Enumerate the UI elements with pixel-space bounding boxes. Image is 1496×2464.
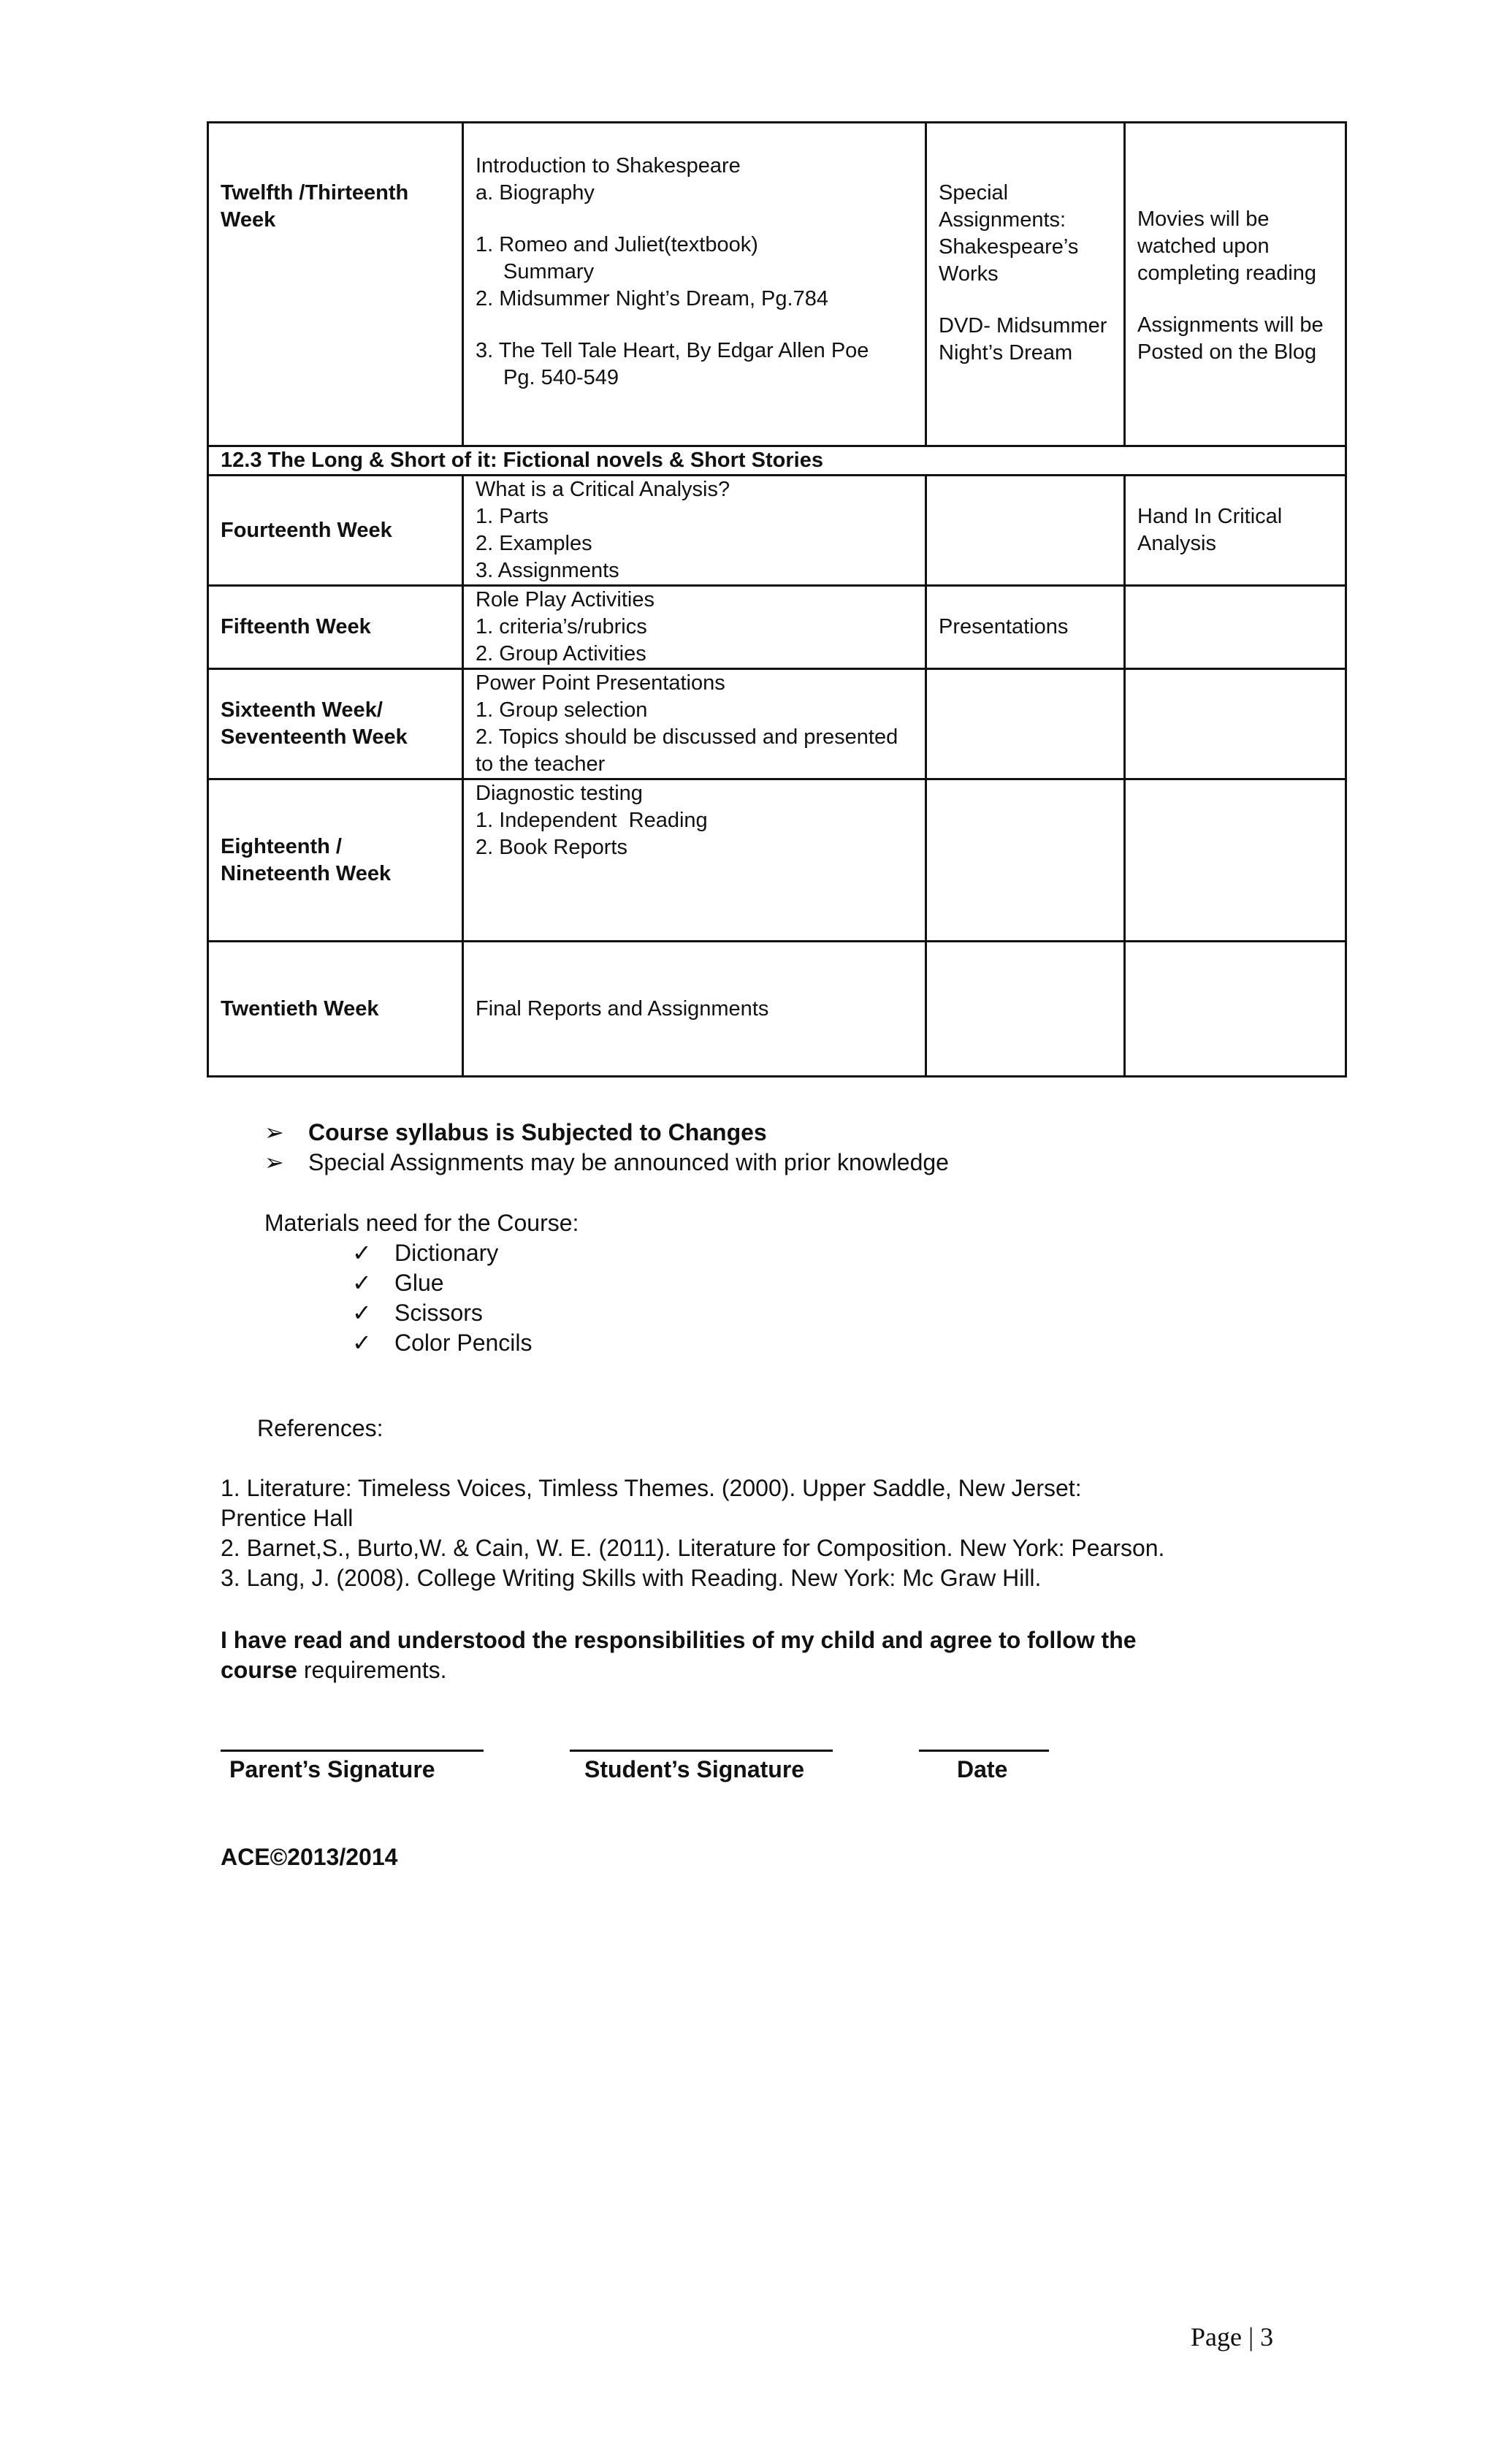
student-signature-line [570,1750,833,1752]
activities-cell [926,779,1125,942]
topics-cell [463,942,926,1077]
references-list [221,1473,1164,1593]
cell-line: Summary [503,260,595,283]
activities-cell [926,669,1125,779]
notes-cell [1125,779,1346,942]
week-cell [208,586,463,669]
cell-line: 1. Independent Reading [476,809,708,832]
cell-line: 1. Group selection [476,698,648,722]
cell-line: Assignments: [939,208,1066,232]
cell-line: 1. Romeo and Juliet(textbook) [476,233,758,256]
cell-line: 2. Group Activities [476,642,646,665]
cell-line: DVD- Midsummer [939,314,1107,337]
arrow-bullet-icon: ➢ [264,1119,284,1145]
materials-heading: Materials need for the Course: [264,1210,579,1236]
checkmark-icon: ✓ [352,1240,372,1266]
bullet-list [264,1118,949,1178]
table-row [208,779,1346,942]
cell-line: watched upon [1137,234,1270,258]
reference-line: 1. Literature: Timeless Voices, Timless Themes. (2000). Upper Saddle, New Jerset: [221,1475,1082,1501]
cell-line: 3. Assignments [476,559,619,582]
list-item: ✓ Scissors [352,1298,579,1328]
activities-cell [926,586,1125,669]
week-cell [208,942,463,1077]
cell-line: Power Point Presentations [476,671,725,695]
checkmark-icon: ✓ [352,1300,372,1326]
cell-line: Presentations [939,615,1069,638]
cell-line: Assignments will be [1137,313,1324,337]
cell-line: Pg. 540-549 [503,366,619,389]
list-item: ✓ Glue [352,1268,579,1298]
cell-line: Hand In Critical [1137,505,1283,528]
week-cell [208,779,463,942]
cell-line: Analysis [1137,532,1216,555]
student-signature-label: Student’s Signature [584,1756,805,1782]
notes-cell [1125,669,1346,779]
topics-cell [463,586,926,669]
cell-line: Diagnostic testing [476,782,643,805]
materials-section [264,1208,579,1358]
cell-line [1137,287,1333,312]
cell-line: Posted on the Blog [1137,340,1317,364]
notes-cell [1125,476,1346,586]
reference-line: 3. Lang, J. (2008). College Writing Skills with Reading. New York: Mc Graw Hill. [221,1565,1042,1591]
cell-line [476,313,913,337]
cell-line: Works [939,262,999,286]
table-row [208,586,1346,669]
cell-line: Special [939,181,1009,205]
checkmark-icon: ✓ [352,1330,372,1356]
cell-line: Introduction to Shakespeare [476,154,741,178]
cell-line: Sixteenth Week/ [221,698,383,722]
list-item: ✓ Dictionary [352,1238,579,1268]
date-line [919,1750,1049,1752]
cell-line: Final Reports and Assignments [476,996,769,1021]
checkmark-icon: ✓ [352,1270,372,1296]
notes-cell [1125,123,1346,446]
cell-line: 2. Midsummer Night’s Dream, Pg.784 [476,287,828,310]
cell-line: Eighteenth / [221,834,342,858]
table-row [208,942,1346,1077]
cell-line: 3. The Tell Tale Heart, By Edgar Allen Poe [476,339,869,362]
topics-cell [463,779,926,942]
cell-line: Fourteenth Week [221,518,392,542]
cell-line: Seventeenth Week [221,725,408,749]
unit-heading: 12.3 The Long & Short of it: Fictional novels & Short Stories [208,446,1346,476]
list-item: ✓ Color Pencils [352,1328,579,1358]
cell-line: What is a Critical Analysis? [476,478,730,501]
cell-line: 2. Book Reports [476,836,627,859]
bullet-item: ➢ Special Assignments may be announced with prior knowledge [264,1148,949,1178]
cell-line: a. Biography [476,181,595,205]
week-cell [208,476,463,586]
cell-line: Week [221,208,276,232]
cell-line [476,207,913,232]
cell-line: completing reading [1137,262,1317,285]
cell-line: Nineteenth Week [221,861,392,885]
reference-line: Prentice Hall [221,1505,354,1531]
cell-line: Shakespeare’s [939,235,1079,259]
cell-line: Twentieth Week [221,996,379,1021]
table-row [208,446,1346,476]
week-cell [208,669,463,779]
table-row [208,123,1346,446]
cell-line [939,288,1112,313]
notes-cell [1125,942,1346,1077]
materials-list [264,1238,579,1358]
cell-line: 2. Topics should be discussed and presented [476,725,898,749]
copyright: ACE©2013/2014 [221,1844,398,1870]
cell-line: Twelfth /Thirteenth [221,181,409,205]
cell-line: to the teacher [476,752,606,776]
topics-cell [463,476,926,586]
activities-cell [926,942,1125,1077]
references-heading: References: [257,1415,383,1441]
cell-line: Night’s Dream [939,341,1073,365]
week-cell [208,123,463,446]
cell-line: 1. criteria’s/rubrics [476,615,647,638]
activities-cell [926,123,1125,446]
cell-line: Fifteenth Week [221,615,371,638]
cell-line: Role Play Activities [476,588,654,611]
cell-line: 1. Parts [476,505,549,528]
reference-line: 2. Barnet,S., Burto,W. & Cain, W. E. (2011). Literature for Composition. New York: Pearson. [221,1535,1165,1561]
bullet-item: ➢ Course syllabus is Subjected to Changes [264,1118,949,1148]
cell-line: Movies will be [1137,207,1270,231]
schedule-table [207,121,1347,1077]
table-row [208,669,1346,779]
parent-signature-label: Parent’s Signature [229,1756,435,1782]
agreement-text: I have read and understood the responsibilities of my child and agree to follow the course requirements. [221,1627,1137,1683]
topics-cell [463,123,926,446]
notes-cell [1125,586,1346,669]
cell-line: 2. Examples [476,532,592,555]
date-label: Date [957,1756,1008,1782]
topics-cell [463,669,926,779]
activities-cell [926,476,1125,586]
page-number: Page | 3 [1191,2322,1274,2352]
parent-signature-line [221,1750,484,1752]
table-row [208,476,1346,586]
arrow-bullet-icon: ➢ [264,1149,284,1175]
